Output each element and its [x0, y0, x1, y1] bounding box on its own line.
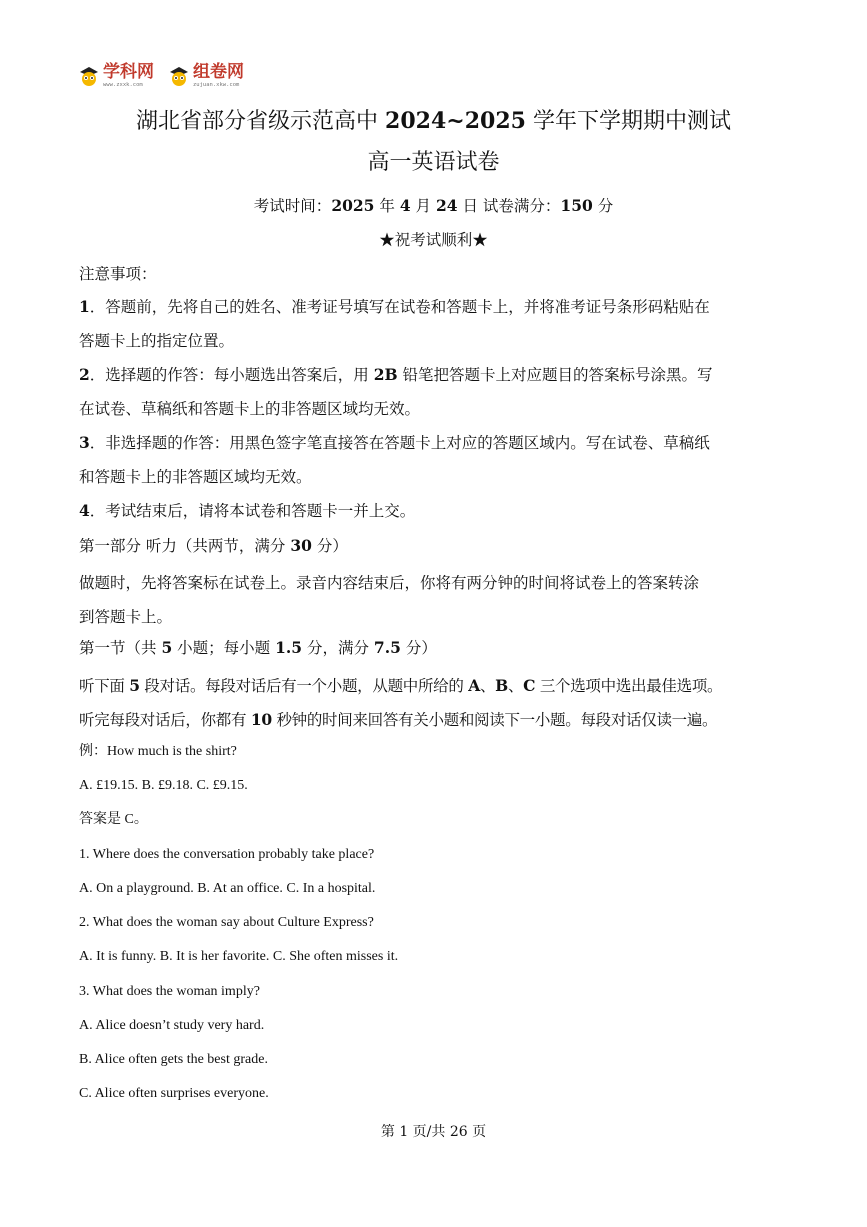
option-letter-c: C	[523, 676, 536, 695]
footer-page-number: 1	[399, 1124, 409, 1140]
section1-seconds: 10	[250, 710, 272, 729]
page-footer	[0, 1122, 867, 1142]
logo-url: zujuan.xkw.com	[193, 82, 240, 88]
part1-score: 30	[290, 536, 312, 555]
note-number: 1	[79, 297, 90, 316]
section1-desc-mid: 段对话。每段对话后有一个小题，从题中所给的	[139, 677, 469, 695]
meta-month: 4	[399, 196, 411, 215]
section1-dialog-count: 5	[129, 676, 140, 695]
note-item	[79, 426, 809, 494]
example-question: 例：How much is the shirt?	[79, 744, 237, 759]
footer-pre: 第	[380, 1124, 400, 1140]
section1-desc2-post: 秒钟的时间来回答有关小题和阅读下一小题。每段对话仅读一遍。	[271, 711, 718, 729]
part1-heading	[79, 534, 809, 558]
part1-heading-post: 分）	[311, 537, 348, 555]
note-text: ．答题前，先将自己的姓名、准考证号填写在试卷和答题卡上，并将准考证号条形码粘贴在	[89, 298, 710, 316]
title-prefix: 湖北省部分省级示范高中	[136, 109, 386, 134]
owl-mascot-icon	[168, 65, 190, 87]
part1-description	[79, 566, 809, 634]
example-options: A. £19.15. B. £9.18. C. £9.15.	[79, 778, 248, 793]
logo-zujuanwang	[168, 64, 244, 89]
meta-score-unit: 分	[592, 197, 614, 215]
exam-meta	[0, 194, 867, 218]
section1-heading	[79, 636, 809, 660]
exam-title	[0, 106, 867, 137]
note-number: 3	[79, 433, 90, 452]
note-text: ．非选择题的作答：用黑色签字笔直接答在答题卡上对应的答题区域内。写在试卷、草稿纸	[89, 434, 710, 452]
note-pencil-grade: 2B	[373, 365, 398, 384]
section1-heading-mid2: 分，满分	[302, 639, 374, 657]
note-text-line2: 在试卷、草稿纸和答题卡上的非答题区域均无效。	[79, 400, 421, 418]
footer-mid: 页/共	[408, 1124, 450, 1140]
question-1: 1. Where does the conversation probably take place?	[79, 847, 375, 862]
logo-brand-name: 学科网	[103, 62, 154, 82]
section1-count: 5	[161, 638, 173, 657]
option-separator: 、	[507, 677, 524, 695]
option-letter-b: B	[495, 676, 508, 695]
logo-brand-name: 组卷网	[193, 62, 244, 82]
logo-bar	[78, 64, 244, 89]
footer-post: 页	[467, 1124, 487, 1140]
question-3-option-b: B. Alice often gets the best grade.	[79, 1052, 268, 1067]
section1-total-score: 7.5	[373, 638, 401, 657]
meta-day-unit: 日 试卷满分：	[457, 197, 561, 215]
title-years: 2024~2025	[385, 108, 526, 134]
question-2-options: A. It is funny. B. It is her favorite. C. She often misses it.	[79, 949, 399, 964]
note-text: ．选择题的作答：每小题选出答案后，用	[89, 366, 374, 384]
option-letter-a: A	[468, 676, 480, 695]
section1-desc-post: 三个选项中选出最佳选项。	[535, 677, 723, 695]
question-3: 3. What does the woman imply?	[79, 984, 260, 999]
question-3-option-c: C. Alice often surprises everyone.	[79, 1086, 269, 1101]
meta-month-unit: 月	[410, 197, 436, 215]
note-text: ．考试结束后，请将本试卷和答题卡一并上交。	[89, 502, 416, 520]
section1-desc2-pre: 听完每段对话后，你都有	[79, 711, 251, 729]
note-text-line2: 答题卡上的指定位置。	[79, 332, 235, 350]
exam-subtitle: 高一英语试卷	[367, 150, 500, 175]
part1-desc-line1: 做题时，先将答案标在试卷上。录音内容结束后，你将有两分钟的时间将试卷上的答案转涂	[79, 574, 700, 592]
part1-desc-line2: 到答题卡上。	[79, 608, 173, 626]
note-number: 2	[79, 365, 90, 384]
owl-mascot-icon	[78, 65, 100, 87]
section1-desc-pre: 听下面	[79, 677, 130, 695]
example-answer: 答案是 C。	[79, 812, 148, 827]
meta-score: 150	[560, 196, 593, 215]
note-text-cont: 铅笔把答题卡上对应题目的答案标号涂黑。写	[397, 366, 713, 384]
logo-xuekewang	[78, 64, 154, 89]
option-separator: 、	[479, 677, 496, 695]
part1-heading-pre: 第一部分 听力（共两节，满分	[79, 537, 291, 555]
section1-heading-post: 分）	[400, 639, 437, 657]
note-text-line2: 和答题卡上的非答题区域均无效。	[79, 468, 312, 486]
logo-url: www.zxxk.com	[103, 82, 143, 88]
footer-total-pages: 26	[449, 1124, 468, 1140]
section1-heading-mid1: 小题；每小题	[172, 639, 276, 657]
meta-time-label: 考试时间：	[253, 197, 332, 215]
section1-heading-pre: 第一节（共	[79, 639, 162, 657]
note-item	[79, 494, 809, 528]
note-item	[79, 358, 809, 426]
meta-day: 24	[435, 196, 458, 215]
exam-blessing: ★祝考试顺利★	[379, 231, 488, 249]
section1-each-score: 1.5	[275, 638, 303, 657]
notes-heading: 注意事项：	[79, 265, 157, 283]
question-3-option-a: A. Alice doesn’t study very hard.	[79, 1018, 265, 1033]
meta-year-unit: 年	[374, 197, 400, 215]
question-1-options: A. On a playground. B. At an office. C. In a hospital.	[79, 881, 376, 896]
title-suffix: 学年下学期期中测试	[525, 109, 731, 134]
section1-description	[79, 669, 809, 737]
meta-year: 2025	[331, 196, 375, 215]
note-item	[79, 290, 809, 358]
notes-list	[79, 290, 809, 528]
note-number: 4	[79, 501, 90, 520]
question-2: 2. What does the woman say about Culture Express?	[79, 915, 374, 930]
